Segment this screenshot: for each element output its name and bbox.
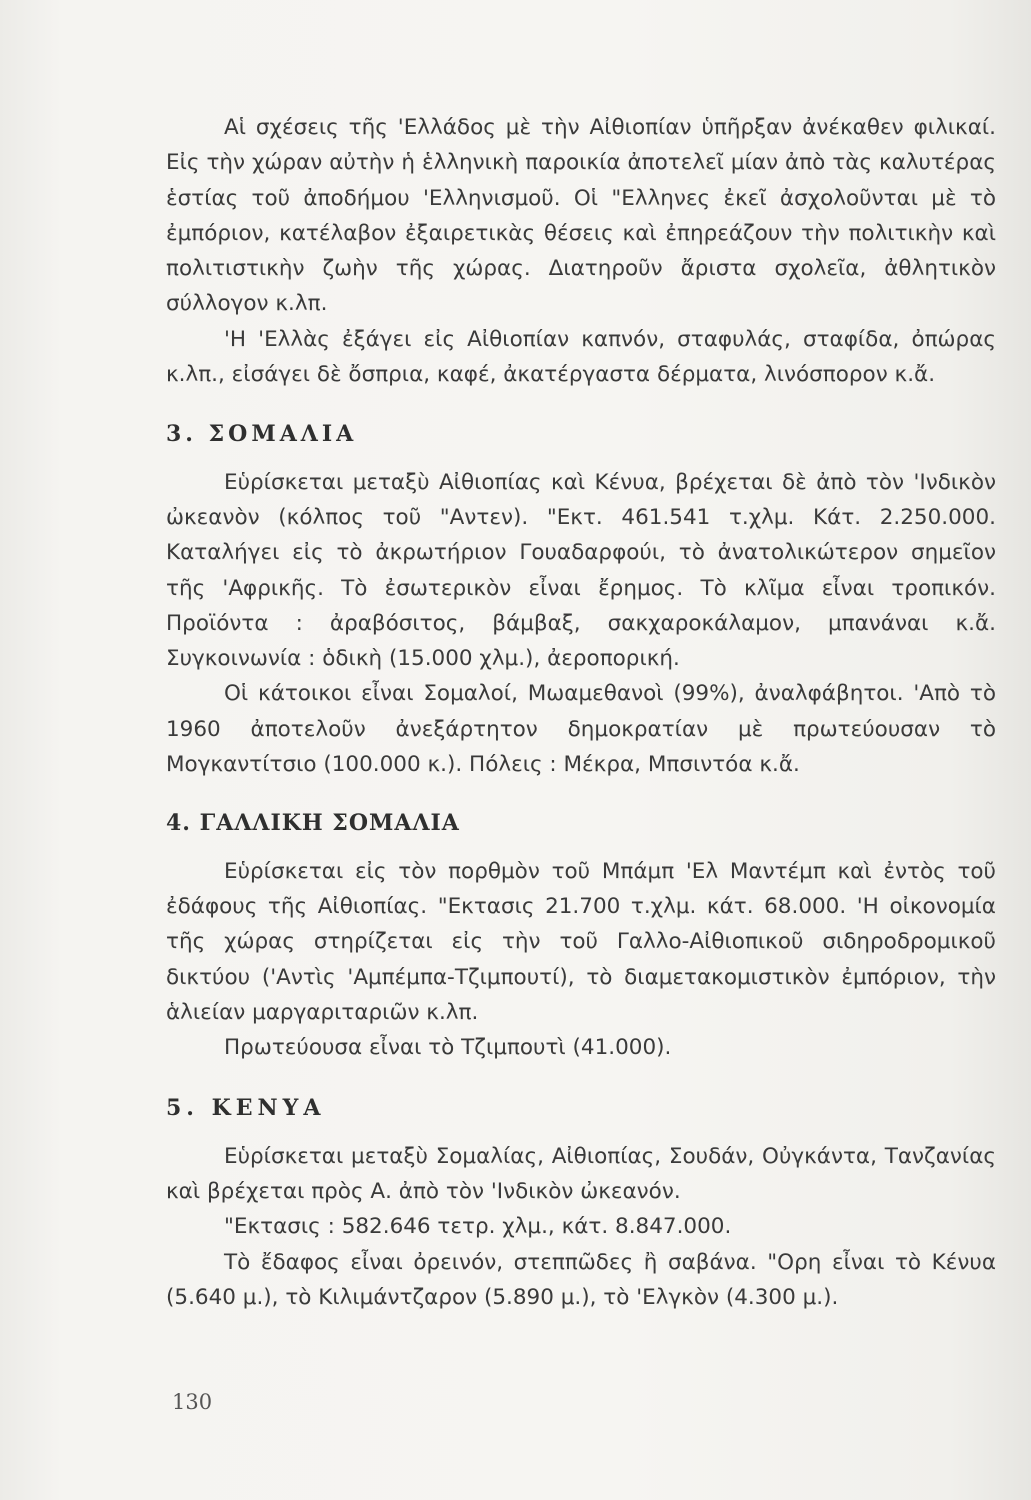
paragraph-kenya-area: "Εκτασις : 582.646 τετρ. χλμ., κάτ. 8.847.000. (224, 1214, 732, 1240)
paragraph-somalia-geography: Εὑρίσκεται μεταξὺ Αἰθιοπίας καὶ Κένυα, βρέχεται δὲ ἀπὸ τὸν 'Ινδικὸν ὠκεανὸν (κόλπος τοῦ "Αντεν). "Εκτ. 461.541 τ.χλμ. Κάτ. 2.250.000. Καταλήγει εἰς τὸ ἀκρωτήριον Γουαδαρφούι, τὸ ἀνατολικώτερον σημεῖον τῆς 'Αφρικῆς. Τὸ ἐσωτερικὸν εἶναι ἔρημος. Τὸ κλῖμα εἶναι τροπικόν. Προϊόντα : ἀραβόσιτος, βάμβαξ, σακχαροκάλαμον, μπανάναι κ.ἄ. Συγκοινωνία : ὁδικὴ (15.000 χλμ.), ἀεροπορική. (166, 469, 996, 672)
paragraph-trade: 'Η 'Ελλὰς ἐξάγει εἰς Αἰθιοπίαν καπνόν, σταφυλάς, σταφίδα, ὀπώρας κ.λπ., εἰσάγει δὲ ὄσπρια, καφέ, ἀκατέργαστα δέρματα, λινόσπορον κ.ἄ. (166, 326, 996, 388)
paragraph-kenya-location: Εὑρίσκεται μεταξὺ Σομαλίας, Αἰθιοπίας, Σουδάν, Οὐγκάντα, Τανζανίας καὶ βρέχεται πρὸς Α. ἀπὸ τὸν 'Ινδικὸν ὠκεανόν. (166, 1143, 996, 1205)
heading-kenya: 5. ΚΕΝΥΑ (166, 1095, 326, 1122)
paragraph-french-somalia-capital: Πρωτεύουσα εἶναι τὸ Τζιμπουτὶ (41.000). (224, 1035, 672, 1061)
text-column (166, 110, 996, 1315)
paragraph-kenya-terrain: Τὸ ἔδαφος εἶναι ὀρεινόν, στεππῶδες ἢ σαβάνα. "Ορη εἶναι τὸ Κένυα (5.640 μ.), τὸ Κιλιμάντζαρον (5.890 μ.), τὸ 'Ελγκὸν (4.300 μ.). (166, 1249, 996, 1310)
heading-somalia: 3. ΣΟΜΑΛΙΑ (166, 421, 358, 448)
paragraph-french-somalia-geography: Εὑρίσκεται εἰς τὸν πορθμὸν τοῦ Μπάμπ 'Ελ Μαντέμπ καὶ ἐντὸς τοῦ ἐδάφους τῆς Αἰθιοπίας. "Εκτασις 21.700 τ.χλμ. κάτ. 68.000. 'Η οἰκονομία τῆς χώρας στηρίζεται εἰς τὴν τοῦ Γαλλο-Αἰθιοπικοῦ σιδηροδρομικοῦ δικτύου ('Αντὶς 'Αμπέμπα-Τζιμπουτί), τὸ διαμετακομιστικὸν ἐμπόριον, τὴν ἁλιείαν μαργαριταριῶν κ.λπ. (166, 858, 996, 1025)
paragraph-relations: Αἱ σχέσεις τῆς 'Ελλάδος μὲ τὴν Αἰθιοπίαν ὑπῆρξαν ἀνέκαθεν φιλικαί. Εἰς τὴν χώραν αὐτὴν ἡ ἑλληνικὴ παροικία ἀποτελεῖ μίαν ἀπὸ τὰς καλυτέρας ἑστίας τοῦ ἀποδήμου 'Ελληνισμοῦ. Οἱ "Ελληνες ἐκεῖ ἀσχολοῦνται μὲ τὸ ἐμπόριον, κατέλαβον ἐξαιρετικὰς θέσεις καὶ ἐπηρεάζουν τὴν πολιτικὴν καὶ πολιτιστικὴν ζωὴν τῆς χώρας. Διατηροῦν ἄριστα σχολεῖα, ἀθλητικὸν σύλλογον κ.λπ. (166, 115, 996, 317)
heading-french-somalia: 4. ΓΑΛΛΙΚΗ ΣΟΜΑΛΙΑ (166, 810, 460, 837)
paragraph-somalia-population: Οἱ κάτοικοι εἶναι Σομαλοί, Μωαμεθανοὶ (99%), ἀναλφάβητοι. 'Απὸ τὸ 1960 ἀποτελοῦν ἀνεξάρτητον δημοκρατίαν μὲ πρωτεύουσαν τὸ Μογκαντίτσιο (100.000 κ.). Πόλεις : Μέκρα, Μπσιντόα κ.ἄ. (166, 681, 996, 778)
page-number: 130 (172, 1390, 213, 1414)
